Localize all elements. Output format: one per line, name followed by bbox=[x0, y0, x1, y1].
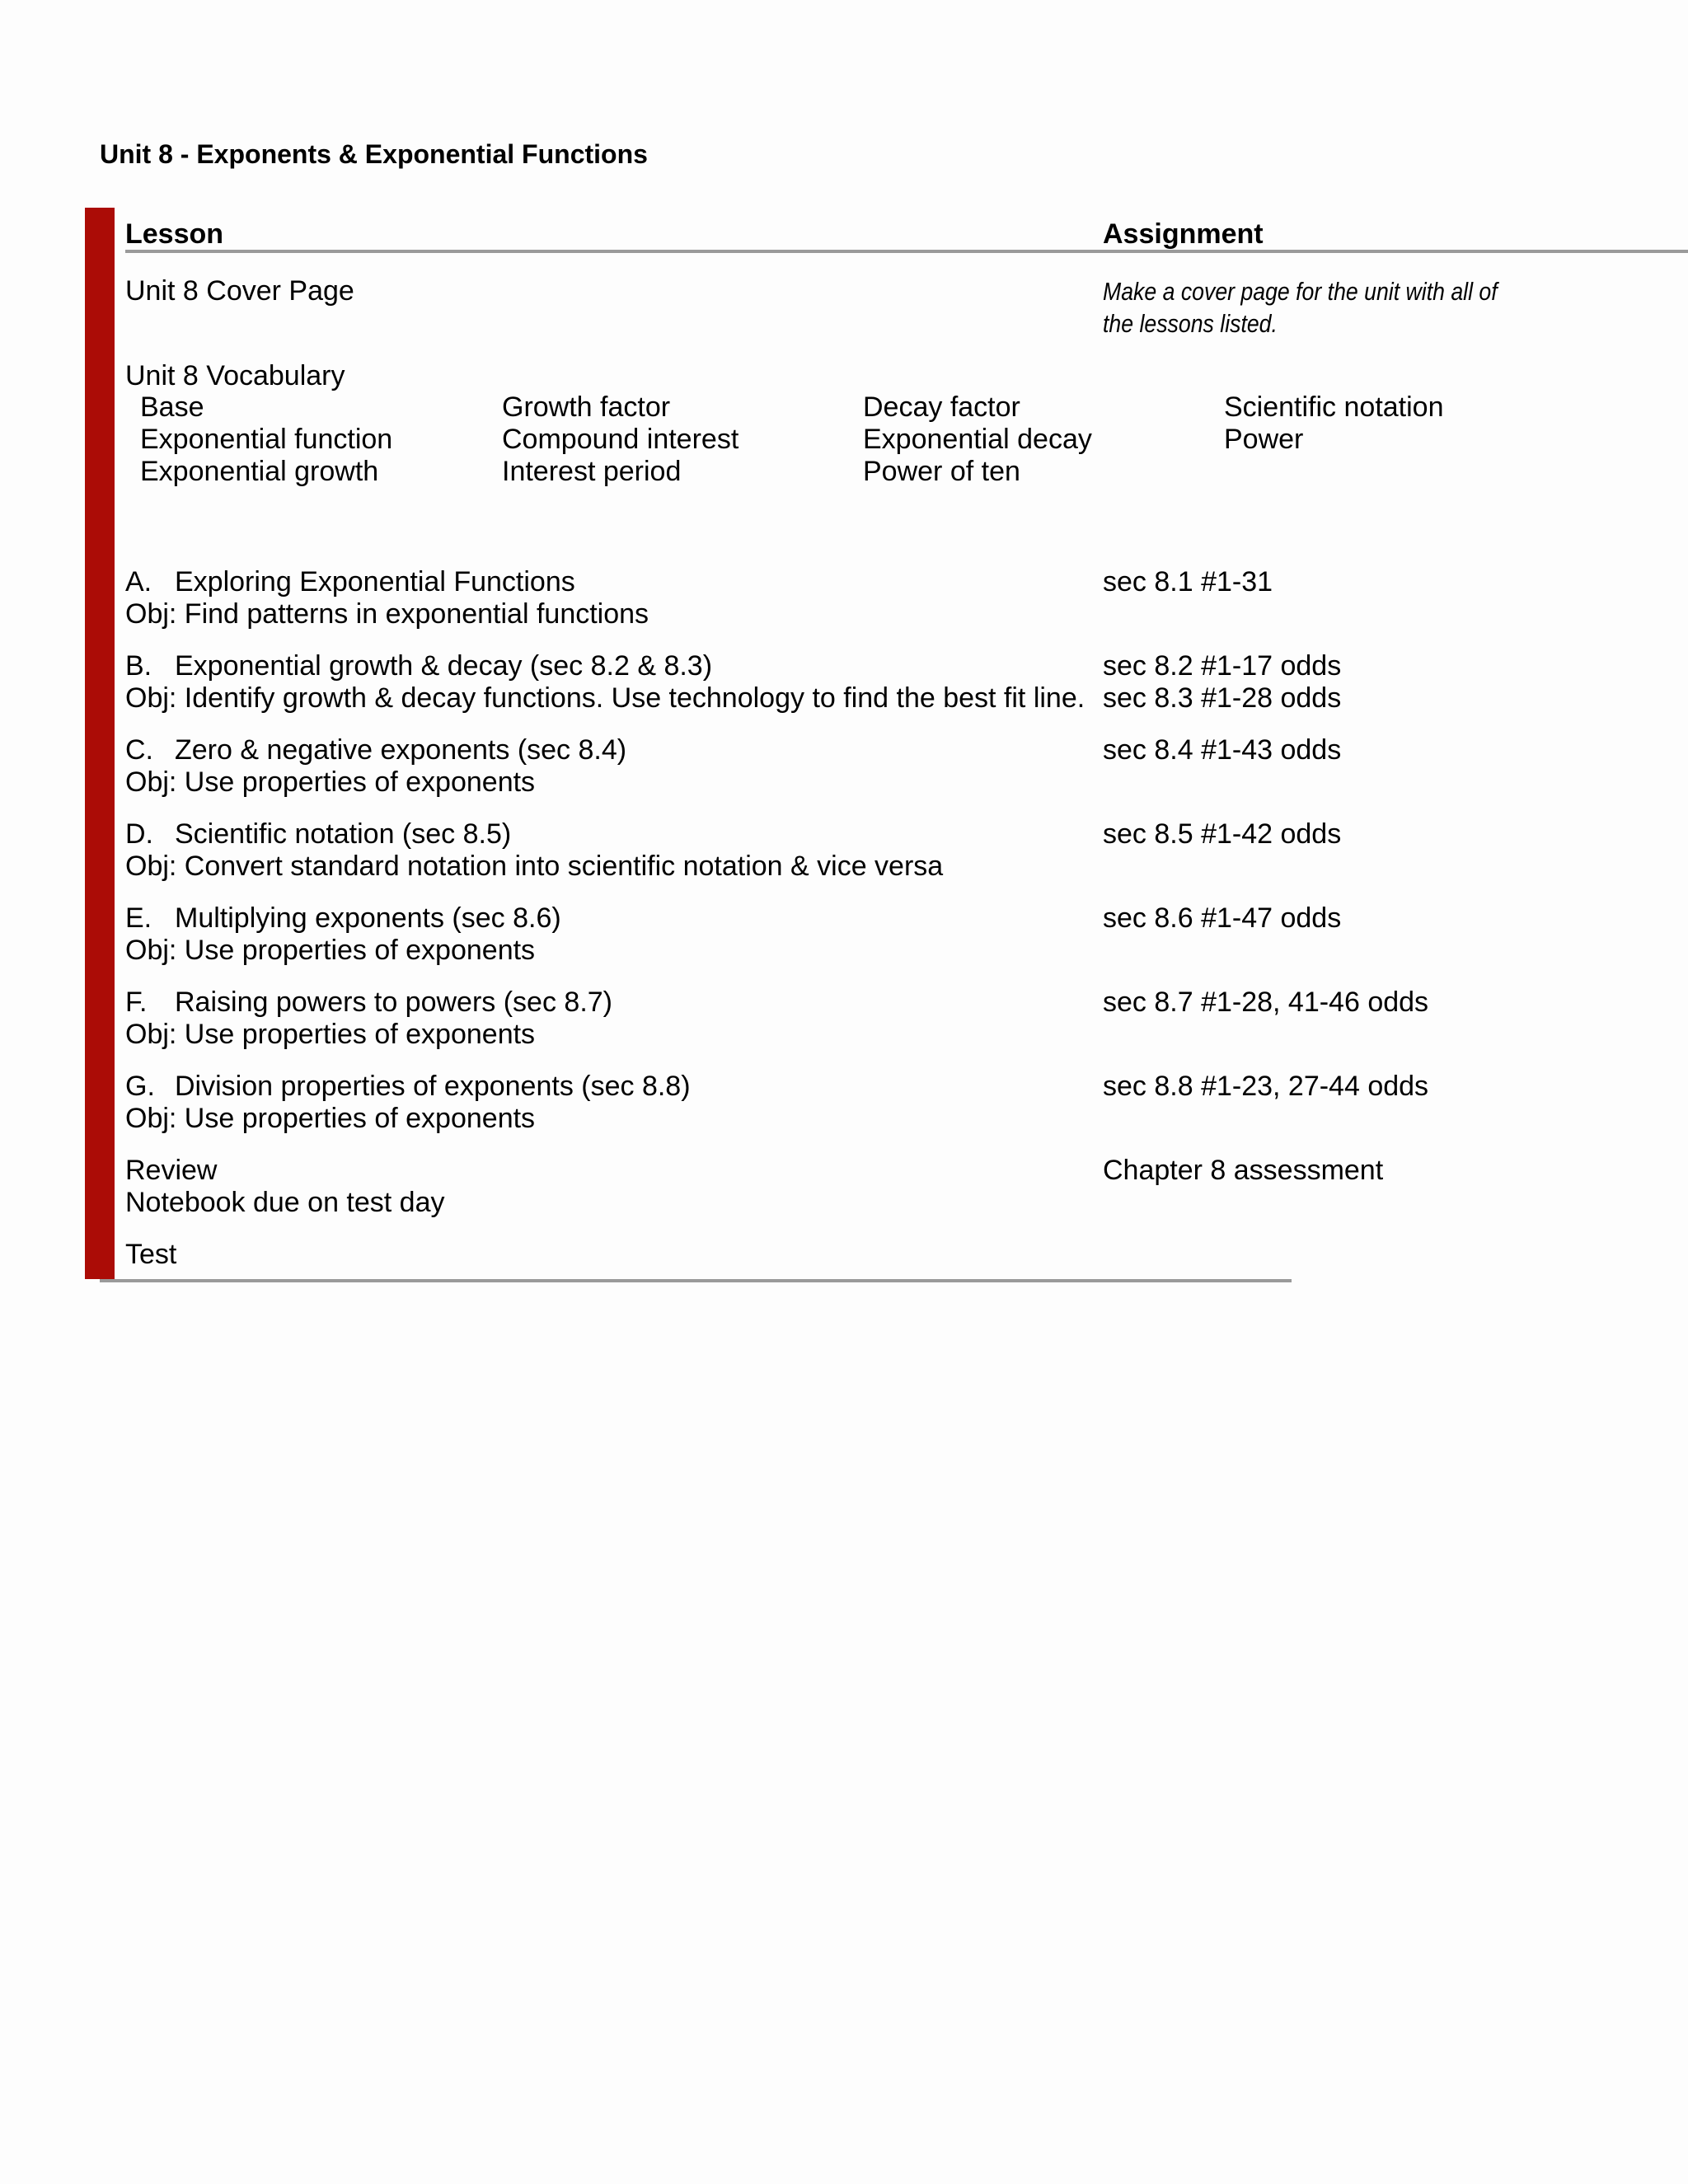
lesson-letter: F. bbox=[125, 987, 148, 1018]
accent-bar bbox=[85, 208, 115, 1279]
lesson-name: Multiplying exponents (sec 8.6) bbox=[175, 902, 561, 934]
vocab-term: Interest period bbox=[502, 456, 682, 487]
lesson-objective: Obj: Find patterns in exponential functions bbox=[125, 598, 649, 630]
lesson-objective: Obj: Use properties of exponents bbox=[125, 1103, 536, 1134]
lesson-name: Scientific notation (sec 8.5) bbox=[175, 818, 512, 850]
lesson-letter: A. bbox=[125, 566, 152, 598]
vocab-term: Decay factor bbox=[863, 391, 1020, 423]
vocab-term: Power of ten bbox=[863, 456, 1020, 487]
lesson-assignment: sec 8.5 #1-42 odds bbox=[1103, 818, 1342, 850]
lesson-title bbox=[125, 734, 626, 766]
lesson-objective: Obj: Convert standard notation into scientific notation & vice versa bbox=[125, 851, 944, 882]
lesson-assignment: sec 8.8 #1-23, 27-44 odds bbox=[1103, 1071, 1429, 1102]
review-note: Notebook due on test day bbox=[125, 1187, 445, 1218]
lesson-title bbox=[125, 1071, 691, 1103]
vocab-term: Scientific notation bbox=[1224, 391, 1444, 423]
lesson-letter: D. bbox=[125, 818, 153, 850]
lesson-objective: Obj: Use properties of exponents bbox=[125, 935, 536, 966]
lesson-letter: C. bbox=[125, 734, 153, 766]
review-lesson: Review bbox=[125, 1155, 218, 1186]
cover-lesson: Unit 8 Cover Page bbox=[125, 275, 354, 307]
lesson-assignment: sec 8.6 #1-47 odds bbox=[1103, 902, 1342, 934]
lesson-column-header: Lesson bbox=[125, 218, 224, 250]
lesson-assignment: sec 8.4 #1-43 odds bbox=[1103, 734, 1342, 766]
lesson-assignment: sec 8.7 #1-28, 41-46 odds bbox=[1103, 987, 1429, 1018]
lesson-objective: Obj: Identify growth & decay functions. Use technology to find the best fit line. bbox=[125, 682, 1085, 714]
lesson-name: Exploring Exponential Functions bbox=[175, 566, 575, 598]
lesson-assignment: sec 8.1 #1-31 bbox=[1103, 566, 1273, 598]
lesson-name: Zero & negative exponents (sec 8.4) bbox=[175, 734, 627, 766]
page-title: Unit 8 - Exponents & Exponential Functions bbox=[100, 139, 648, 169]
lesson-name: Division properties of exponents (sec 8.8) bbox=[175, 1071, 691, 1102]
lesson-title bbox=[125, 566, 575, 598]
table-bottom-rule bbox=[100, 1279, 1292, 1282]
header-rule bbox=[125, 250, 1688, 253]
lesson-title bbox=[125, 902, 561, 935]
lesson-objective: Obj: Use properties of exponents bbox=[125, 1019, 536, 1050]
review-assignment: Chapter 8 assessment bbox=[1103, 1155, 1384, 1186]
vocab-term: Power bbox=[1224, 424, 1304, 455]
test-lesson: Test bbox=[125, 1239, 177, 1270]
vocabulary-heading: Unit 8 Vocabulary bbox=[125, 360, 345, 391]
assignment-column-header: Assignment bbox=[1103, 218, 1264, 250]
lesson-assignment: sec 8.3 #1-28 odds bbox=[1103, 682, 1342, 714]
vocab-term: Exponential growth bbox=[140, 456, 379, 487]
vocab-term: Compound interest bbox=[502, 424, 739, 455]
cover-assignment-note: Make a cover page for the unit with all of the lessons listed. bbox=[1103, 277, 1498, 338]
lesson-title bbox=[125, 818, 511, 851]
vocab-term: Base bbox=[140, 391, 204, 423]
vocab-term: Exponential decay bbox=[863, 424, 1092, 455]
vocab-term: Exponential function bbox=[140, 424, 393, 455]
lesson-name: Exponential growth & decay (sec 8.2 & 8.3) bbox=[175, 650, 713, 682]
lesson-name: Raising powers to powers (sec 8.7) bbox=[175, 987, 613, 1018]
lesson-objective: Obj: Use properties of exponents bbox=[125, 766, 536, 798]
lesson-title bbox=[125, 650, 712, 682]
lesson-letter: B. bbox=[125, 650, 152, 682]
lesson-letter: G. bbox=[125, 1071, 155, 1102]
vocab-term: Growth factor bbox=[502, 391, 671, 423]
lesson-letter: E. bbox=[125, 902, 152, 934]
lesson-title bbox=[125, 987, 612, 1019]
lesson-assignment: sec 8.2 #1-17 odds bbox=[1103, 650, 1342, 682]
